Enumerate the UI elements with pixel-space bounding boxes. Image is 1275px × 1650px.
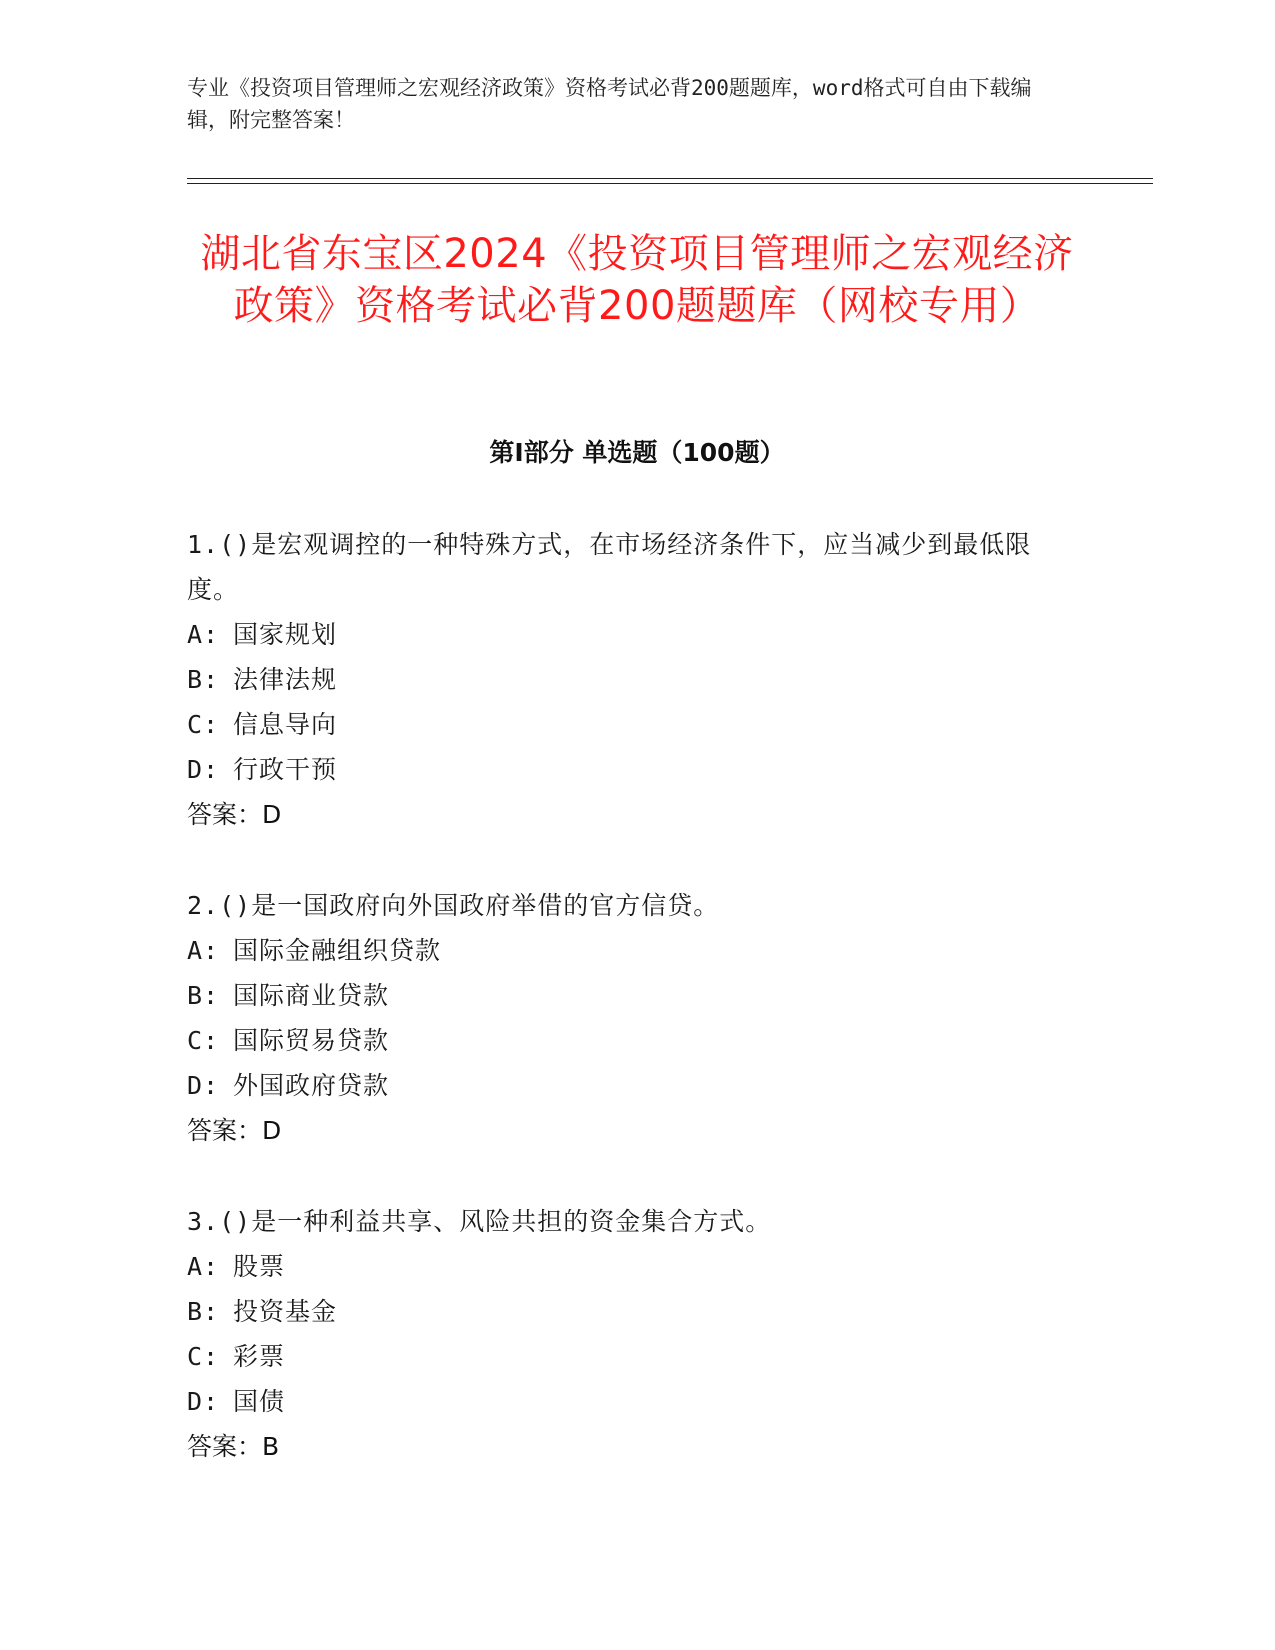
option-key: D: — [187, 1071, 220, 1100]
option-text: 国际金融组织贷款 — [233, 936, 442, 965]
option-text: 国际贸易贷款 — [233, 1026, 390, 1055]
question-stem: 2.()是一国政府向外国政府举借的官方信贷。 — [187, 891, 720, 920]
option-key: D: — [187, 1387, 220, 1416]
option-a — [187, 1244, 1067, 1289]
option-text: 行政干预 — [233, 755, 338, 784]
option-key: C: — [187, 1026, 220, 1055]
option-d — [187, 1063, 1067, 1108]
header-note: 专业《投资项目管理师之宏观经济政策》资格考试必背200题题库，word格式可自由下载编辑，附完整答案！ — [187, 76, 1032, 132]
option-key: C: — [187, 710, 220, 739]
option-b — [187, 1289, 1067, 1334]
option-key: A: — [187, 936, 220, 965]
question-list — [187, 522, 1067, 1515]
option-text: 股票 — [233, 1252, 286, 1281]
option-d — [187, 1379, 1067, 1424]
option-a — [187, 612, 1067, 657]
option-c — [187, 702, 1067, 747]
question-stem: 1.()是宏观调控的一种特殊方式，在市场经济条件下，应当减少到最低限度。 — [187, 530, 1032, 604]
option-key: B: — [187, 665, 220, 694]
document-title: 湖北省东宝区2024《投资项目管理师之宏观经济政策》资格考试必背200题题库（网校专用） — [200, 231, 1074, 329]
question-stem: 3.()是一种利益共享、风险共担的资金集合方式。 — [187, 1207, 772, 1236]
question-1 — [187, 522, 1067, 837]
answer: 答案：B — [187, 1432, 280, 1461]
section-title: 第I部分 单选题（100题） — [489, 438, 785, 467]
option-text: 国际商业贷款 — [233, 981, 390, 1010]
option-text: 彩票 — [233, 1342, 286, 1371]
option-key: A: — [187, 620, 220, 649]
option-d — [187, 747, 1067, 792]
option-text: 信息导向 — [233, 710, 338, 739]
option-c — [187, 1018, 1067, 1063]
header-rule-bottom — [187, 183, 1153, 184]
option-key: A: — [187, 1252, 220, 1281]
answer: 答案：D — [187, 800, 282, 829]
option-text: 法律法规 — [233, 665, 338, 694]
option-key: D: — [187, 755, 220, 784]
answer: 答案：D — [187, 1116, 282, 1145]
option-key: B: — [187, 1297, 220, 1326]
option-text: 投资基金 — [233, 1297, 338, 1326]
option-key: C: — [187, 1342, 220, 1371]
option-c — [187, 1334, 1067, 1379]
option-a — [187, 928, 1067, 973]
option-text: 外国政府贷款 — [233, 1071, 390, 1100]
question-3 — [187, 1199, 1067, 1469]
option-b — [187, 657, 1067, 702]
option-text: 国家规划 — [233, 620, 338, 649]
option-b — [187, 973, 1067, 1018]
header-rule-top — [187, 178, 1153, 179]
option-text: 国债 — [233, 1387, 286, 1416]
option-key: B: — [187, 981, 220, 1010]
question-2 — [187, 883, 1067, 1153]
